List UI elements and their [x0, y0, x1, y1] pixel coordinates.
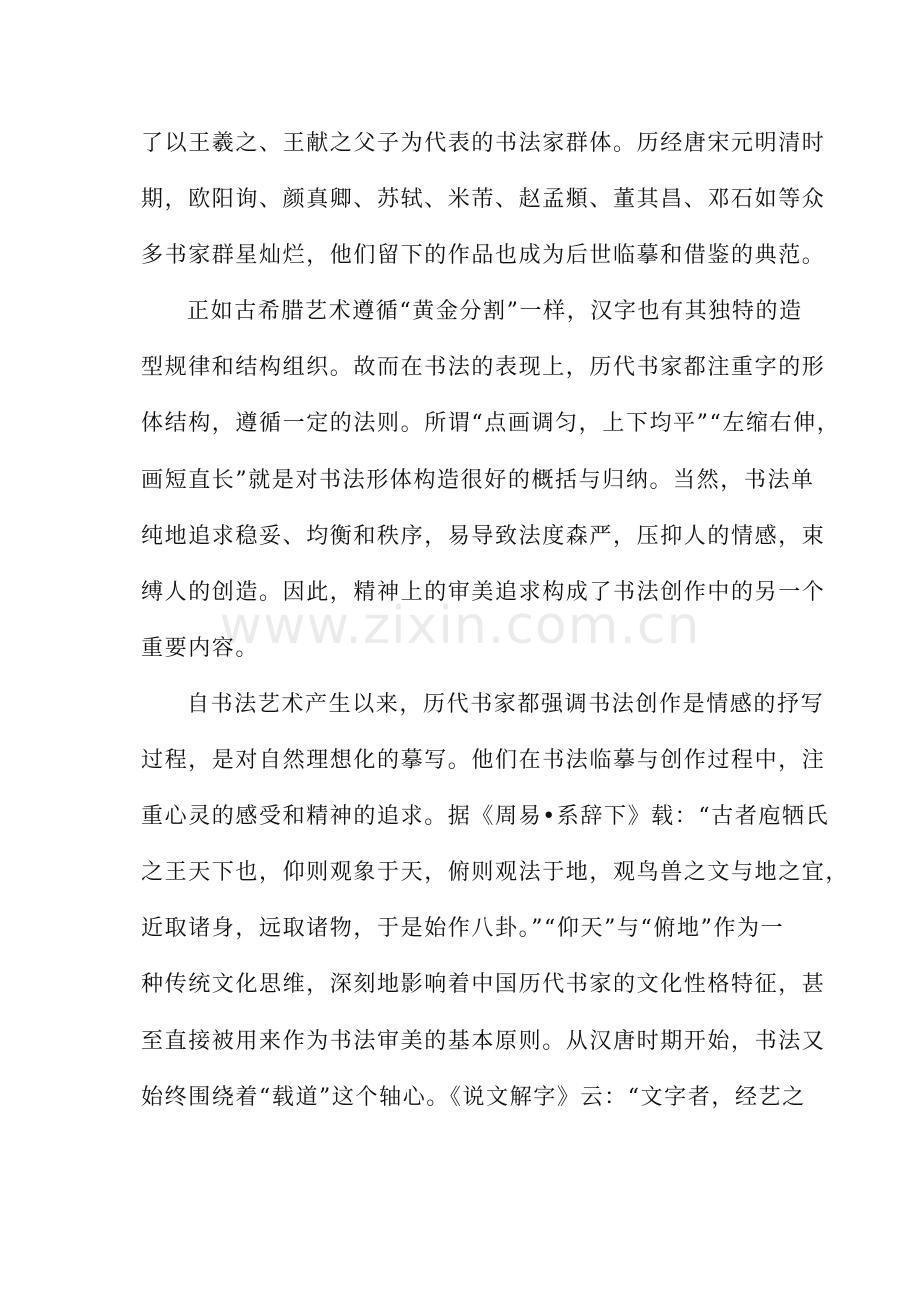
text-line: 重要内容。 — [141, 635, 260, 661]
text-line: 始终围绕着“载道”这个轴心。《说文解字》云：“文字者，经艺之 — [141, 1084, 806, 1110]
body-text — [141, 116, 850, 1126]
text-line: 纯地追求稳妥、均衡和秩序，易导致法度森严，压抑人的情感，束 — [141, 523, 826, 549]
text-line: 体结构，遵循一定的法则。所谓“点画调匀，上下均平”“左缩右伸， — [141, 411, 841, 437]
text-line: 之王天下也，仰则观象于天，俯则观法于地，观鸟兽之文与地之宜， — [141, 860, 850, 886]
watermark: www.zixin.com.cn — [219, 596, 701, 656]
paragraph-first-line: 正如古希腊艺术遵循“黄金分割”一样，汉字也有其独特的造 — [187, 299, 803, 325]
text-line: 多书家群星灿烂，他们留下的作品也成为后世临摹和借鉴的典范。 — [141, 243, 826, 269]
text-line: 缚人的创造。因此，精神上的审美追求构成了书法创作中的另一个 — [141, 579, 826, 605]
text-line: 画短直长”就是对书法形体构造很好的概括与归纳。当然，书法单 — [141, 467, 815, 493]
text-line: 型规律和结构组织。故而在书法的表现上，历代书家都注重字的形 — [141, 355, 826, 381]
text-line: 重心灵的感受和精神的追求。据《周易•系辞下》载：“古者庖牺氏 — [141, 804, 830, 830]
text-line: 了以王羲之、王献之父子为代表的书法家群体。历经唐宋元明清时 — [141, 131, 826, 156]
text-line: 至直接被用来作为书法审美的基本原则。从汉唐时期开始，书法又 — [141, 1028, 826, 1054]
text-line: 种传统文化思维，深刻地影响着中国历代书家的文化性格特征，甚 — [141, 972, 826, 998]
text-line: 期，欧阳询、颜真卿、苏轼、米芾、赵孟頫、董其昌、邓石如等众 — [141, 187, 826, 213]
text-line: 过程，是对自然理想化的摹写。他们在书法临摹与创作过程中，注 — [141, 748, 826, 774]
text-line: 近取诸身，远取诸物，于是始作八卦。”“仰天”与“俯地”作为一 — [141, 916, 785, 942]
paragraph-first-line: 自书法艺术产生以来，历代书家都强调书法创作是情感的抒写 — [187, 691, 825, 717]
